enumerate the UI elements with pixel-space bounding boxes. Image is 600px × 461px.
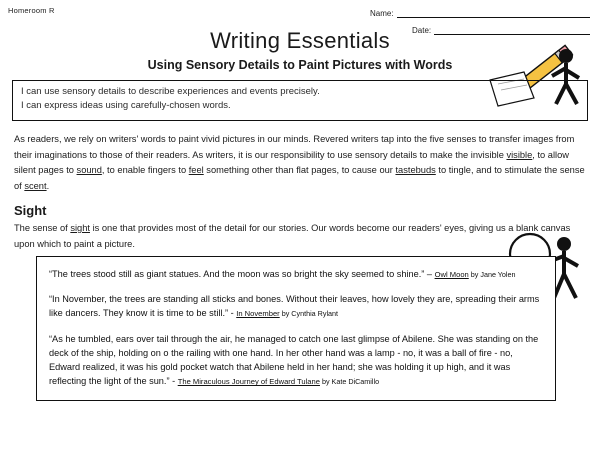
objective-item: I can express ideas using carefully-chosen words. [21,100,231,111]
keyword-sound: sound [76,165,102,175]
quote-source-title: Owl Moon [434,270,469,279]
quote-item [49,267,543,282]
keyword-feel: feel [188,165,204,175]
intro-text-d: something other than flat pages, to cause our [203,165,396,175]
quote-source-author: by Cynthia Rylant [279,309,339,319]
quote-source-title: The Miraculous Journey of Edward Tulane [177,377,320,387]
quote-source-author: by Jane Yolen [468,270,516,279]
section-heading-sight: Sight [14,203,47,218]
sight-paragraph [14,221,574,252]
name-label: Name: [370,9,394,18]
intro-text-e: to tingle, and to stimulate the sense of [14,165,585,191]
homeroom-label: Homeroom R [8,6,55,15]
intro-text-b: , to allow silent pages to [14,149,569,175]
name-input-rule[interactable] [397,8,590,18]
page-subtitle: Using Sensory Details to Paint Pictures with Words [147,58,453,72]
intro-text-c: , to enable fingers to [101,165,189,175]
keyword-sight: sight [70,223,90,233]
intro-text-a: As readers, we rely on writers' words to paint vivid pictures in our minds. Revered writers tap into the five senses to transfer images from their imaginations to those of their readers. As writers, it is our responsibility to use sensory details to make the invisible [14,134,575,160]
quote-item [49,292,543,321]
quote-text: “The trees stood still as giant statues. And the moon was so bright the sky seemed to shine.” – [49,269,435,279]
mentor-text-quotes-box [36,256,556,401]
quote-item [49,332,543,390]
sight-text-b: is one that provides most of the detail for our stories. Our words become our readers' eyes, giving us a blank canvas upon which to paint a picture. [14,223,571,249]
intro-text-f: . [46,180,50,191]
keyword-tastebuds: tastebuds [395,165,436,175]
learning-objectives-box [12,80,588,121]
keyword-visible: visible [506,149,533,160]
objective-item: I can use sensory details to describe experiences and events precisely. [21,86,320,97]
keyword-scent: scent [24,180,47,191]
sight-text-a: The sense of [14,223,71,233]
quote-text: “As he tumbled, ears over tail through the air, he managed to catch one last glimpse of Abilene. She was standing on the deck of the ship, holding on o the railing with one hand. In her other hand was a lamp - no, it was a ball of fire - no, Edward realized, it was his gold pocket watch that Abilene held in her hand; she was holding it up high, and it was reflecting the light of the sun.” - [49,333,539,387]
quote-source-title: In November [236,309,280,319]
quote-source-author: by Kate DiCamillo [319,377,380,387]
date-label: Date: [412,26,432,35]
page-title: Writing Essentials [210,28,390,53]
quote-text: “In November, the trees are standing all sticks and bones. Without their leaves, how lovely they are, spreading their arms like dancers. They know it is time to be still.” - [49,294,540,319]
name-field-row [370,8,590,18]
intro-paragraph [14,132,586,194]
